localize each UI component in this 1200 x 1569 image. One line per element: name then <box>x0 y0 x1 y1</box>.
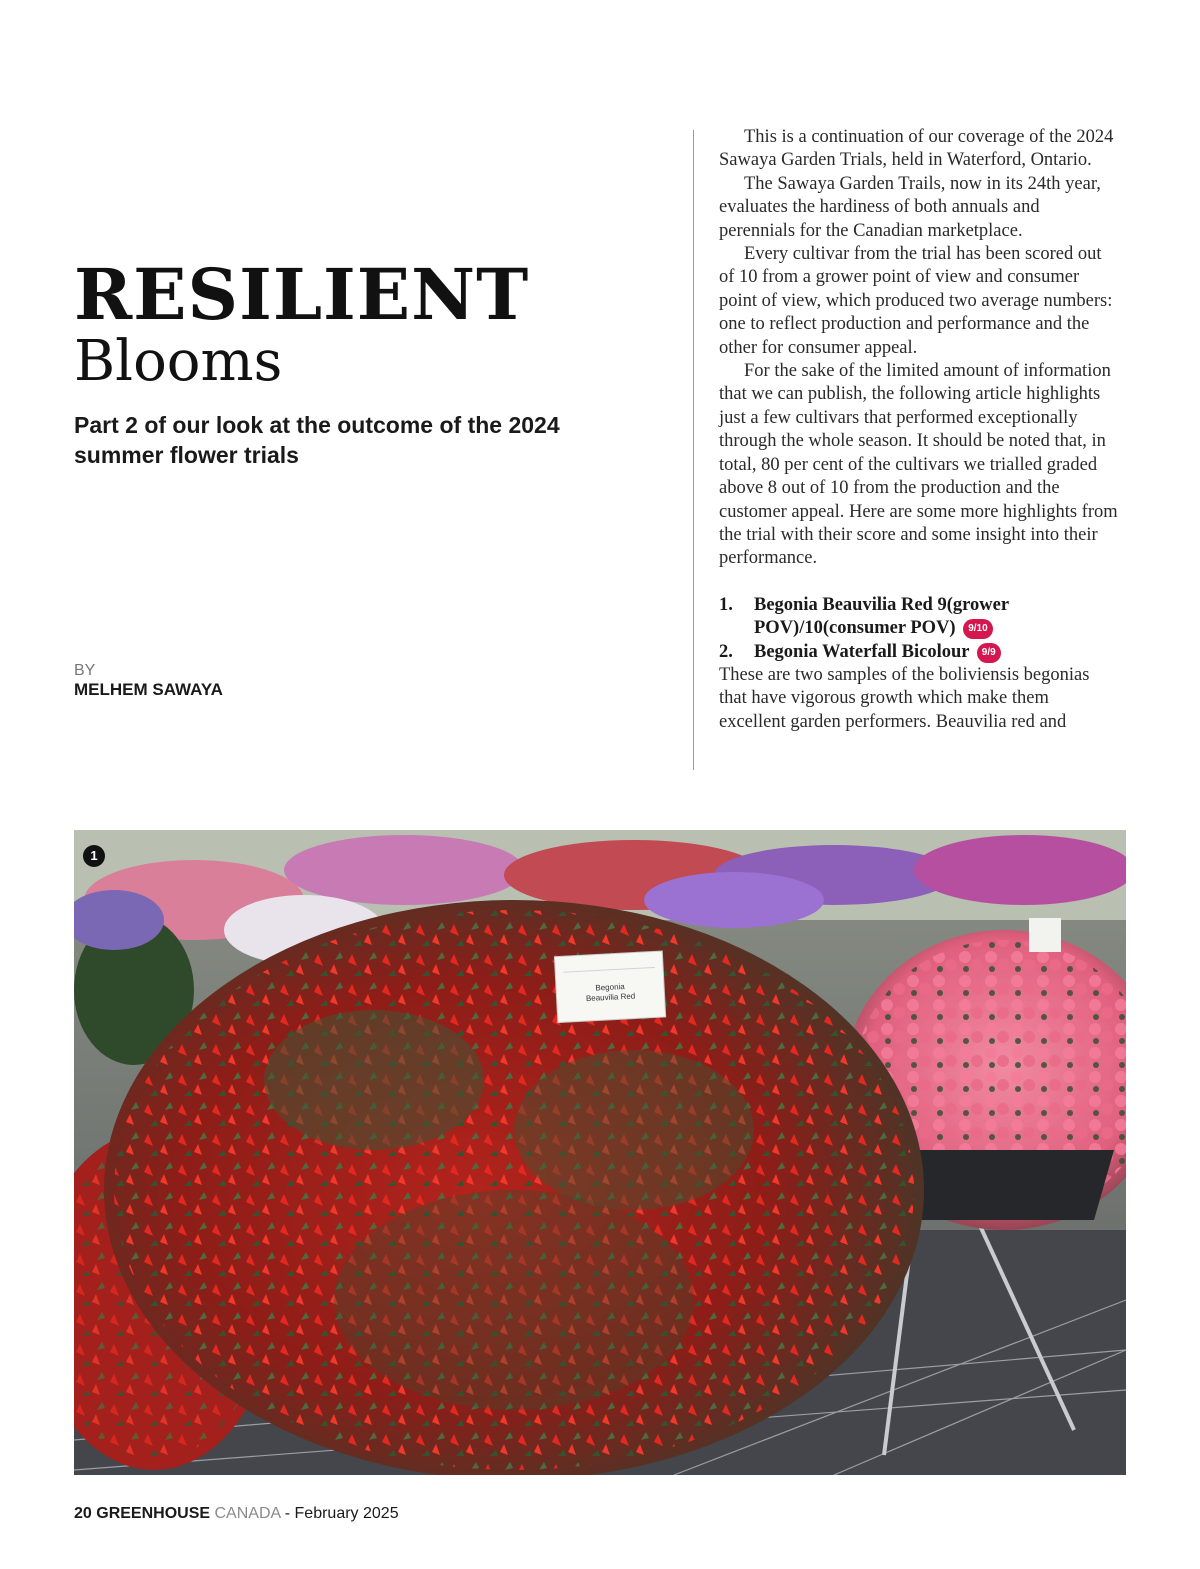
photo-number-badge: 1 <box>83 845 105 867</box>
list-item <box>719 594 1119 641</box>
title-sub: Blooms <box>74 329 283 394</box>
publication-name-light: CANADA <box>214 1505 281 1522</box>
list-item-text: Begonia Waterfall Bicolour <box>754 641 970 662</box>
list-number: 1. <box>719 594 733 615</box>
cultivar-list <box>719 594 1119 664</box>
byline <box>74 662 223 700</box>
paragraph: These are two samples of the boliviensis begonias that have vigorous growth which make them excellent garden performers. Beauvilia red and <box>719 664 1090 732</box>
byline-label: BY <box>74 662 96 679</box>
paragraph: This is a continuation of our coverage of the 2024 Sawaya Garden Trials, held in Waterford, Ontario. <box>719 127 1114 171</box>
author-name: MELHEM SAWAYA <box>74 680 223 699</box>
page-number: 20 <box>74 1505 92 1522</box>
plant-label-line2: Beauvilia Red <box>585 991 636 1004</box>
list-number: 2. <box>719 641 733 662</box>
plant-label-line1: Begonia <box>595 982 625 993</box>
title-main: RESILIENT <box>74 253 530 336</box>
score-badge: 9/9 <box>977 643 1001 663</box>
paragraph: The Sawaya Garden Trails, now in its 24th year, evaluates the hardiness of both annuals and perennials for the Canadian marketplace. <box>719 173 1101 241</box>
paragraph: Every cultivar from the trial has been scored out of 10 from a grower point of view and consumer point of view, which produced two average numbers: one to reflect production and performance and the other for consumer appeal. <box>719 244 1113 358</box>
deck: Part 2 of our look at the outcome of the 2024 summer flower trials <box>74 412 560 468</box>
publication-name: GREENHOUSE <box>96 1505 211 1522</box>
list-item <box>719 641 1119 664</box>
begonia-photo <box>74 830 1126 1475</box>
headline-block <box>74 253 634 470</box>
list-item-text: Begonia Beauvilia Red 9(grower POV)/10(consumer POV) <box>754 594 1009 639</box>
issue-date: - February 2025 <box>284 1505 399 1522</box>
column-divider <box>693 130 694 770</box>
body-column <box>719 126 1119 734</box>
page-footer <box>74 1505 399 1523</box>
score-badge: 9/10 <box>963 619 992 639</box>
photo-illustration <box>74 830 1126 1475</box>
paragraph: For the sake of the limited amount of information that we can publish, the following article highlights just a few cultivars that performed exceptionally through the whole season. It should be noted that, in total, 80 per cent of the cultivars we trialled graded above 8 out of 10 from the production and the customer appeal. Here are some more highlights from the trial with their score and some insight into their performance. <box>719 361 1118 569</box>
